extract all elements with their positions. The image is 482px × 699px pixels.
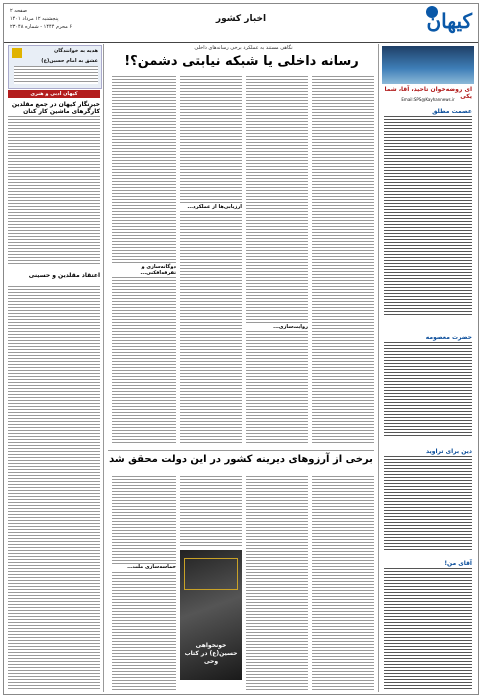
bottom-rule <box>108 450 374 451</box>
photo-title: خونخواهی حسین(ع) در کتاب وحی <box>184 642 238 665</box>
issue-line: ۶ محرم ۱۴۴۴ - شماره ۲۳۰۴۸ <box>10 24 73 30</box>
kayhan-logo: کیهان <box>426 9 472 33</box>
sidebar-text-3 <box>384 456 472 550</box>
section-ribbon: کیهان ادبی و هنری <box>8 90 100 98</box>
sidebar-banner <box>382 46 474 84</box>
left-column-rule <box>103 44 104 692</box>
lower-col-2 <box>246 476 308 690</box>
main-col-1 <box>312 76 374 444</box>
main-headline: رسانه داخلی یا شبکه نیابتی دشمن؟! <box>124 54 359 69</box>
sidebar-section-3: دین برای تراوید <box>426 448 472 455</box>
main-col-4 <box>112 76 176 444</box>
lower-col-1 <box>312 476 374 690</box>
quran-photo <box>180 550 242 680</box>
page-label: صفحه ۲ <box>10 8 27 14</box>
gift-line: عشق به امام حسین(ع) <box>41 58 98 64</box>
gift-box <box>8 45 102 89</box>
gift-title: هدیه به خوانندگان <box>54 48 98 54</box>
banner-caption: ای روضه‌خوان تاحید، آقا، شما یکی <box>384 86 472 100</box>
sidebar-section-4: آقای من! <box>444 560 472 567</box>
gift-icon <box>12 48 22 58</box>
right-column-rule <box>378 44 379 692</box>
bottom-headline: برخی از آرزوهای دیرینه کشور در این دولت محقق شد <box>109 454 373 465</box>
sidebar-text-2 <box>384 342 472 438</box>
sub-headline-4: حماسه‌سازی ملت... <box>112 564 176 570</box>
sub-headline-3: روایت‌سازی... <box>246 324 308 330</box>
sub-headline-1: ارزیابی‌ها از عملکرد... <box>180 204 242 210</box>
sub-headline-2: دوگانه‌سازی و تفرقه‌افکنی... <box>112 264 176 276</box>
sidebar-section-2: حضرت معصومه <box>425 334 472 341</box>
newspaper-page <box>3 3 479 695</box>
sidebar-text-1 <box>384 116 472 316</box>
left-text-2 <box>8 286 100 690</box>
lower-col-4 <box>112 476 176 690</box>
main-col-3 <box>180 76 242 444</box>
sidebar-section-1: عصمت مطلق <box>432 108 472 115</box>
headline-kicker: نگاهی مستند به عملکرد برخی رسانه‌های داخلی <box>194 45 293 51</box>
calligraphy-frame <box>184 558 238 590</box>
left-item-1: خبرنگار کیهان در جمع مقلدین کارگرهای ماشین کار کنان <box>11 101 100 115</box>
date-line: پنجشنبه ۱۲ مرداد ۱۴۰۱ <box>10 16 59 22</box>
masthead <box>4 4 478 43</box>
left-text-1 <box>8 116 100 266</box>
left-item-2: اعتقاد مقلدین و حسینی <box>28 272 100 279</box>
main-col-2 <box>246 76 308 444</box>
gift-text <box>14 66 98 84</box>
section-title: اخبار کشور <box>215 14 267 24</box>
email-line: Email:SPS@Kayhannews.ir <box>401 97 455 102</box>
sidebar-text-4 <box>384 568 472 690</box>
lower-col-3 <box>180 476 242 546</box>
